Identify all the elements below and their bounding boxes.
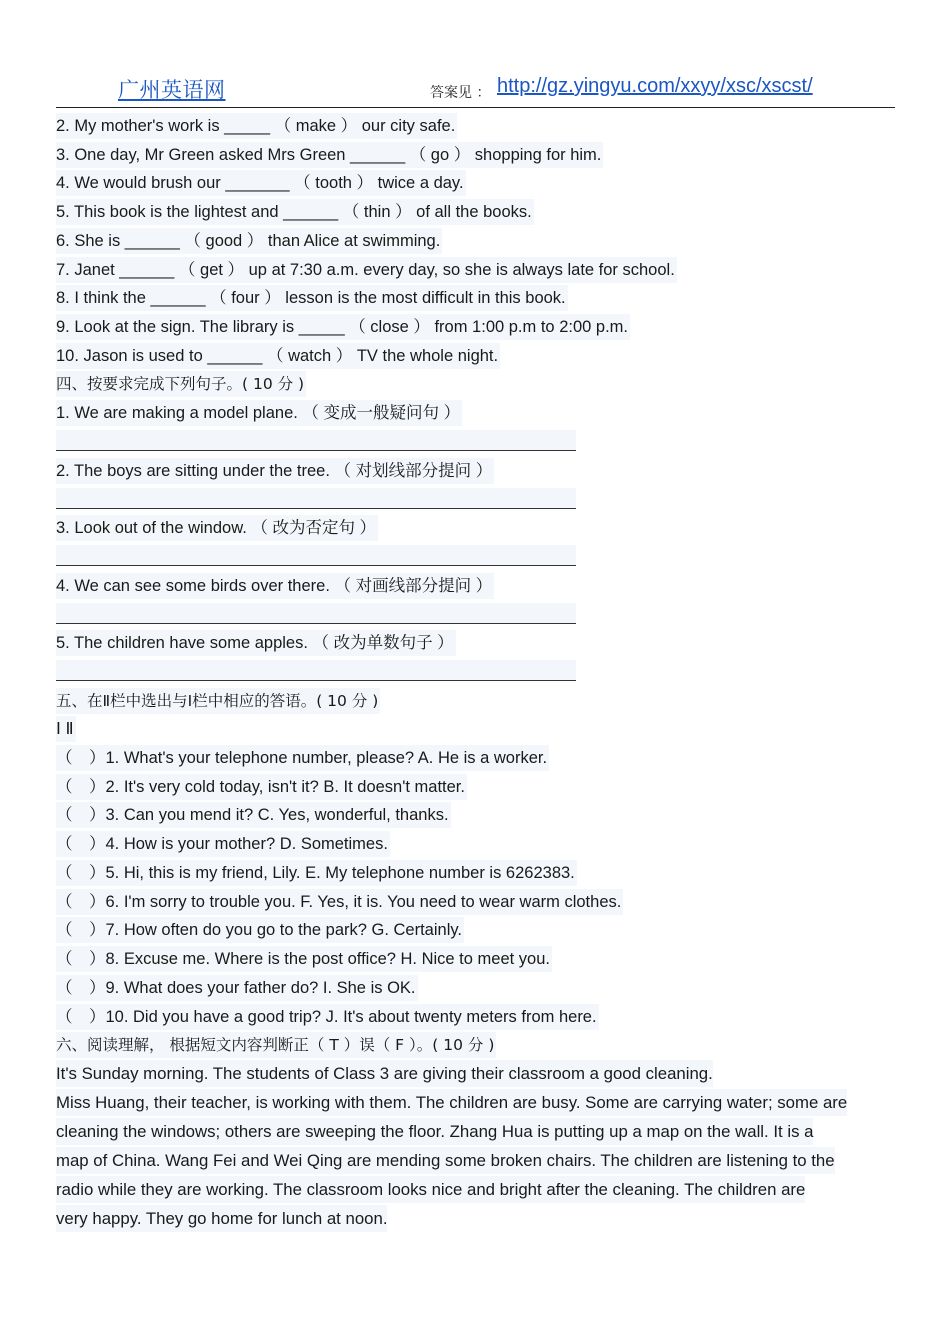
match-item: （ ）1. What's your telephone number, please? A. He is a worker. <box>56 745 549 771</box>
passage-line: cleaning the windows; others are sweeping the floor. Zhang Hua is putting up a map on the wall. It is a <box>56 1118 813 1145</box>
fill-item: 7. Janet ______ （ get ） up at 7:30 a.m. every day, so she is always late for school. <box>56 257 677 283</box>
fill-item: 6. She is ______ （ good ） than Alice at swimming. <box>56 228 442 254</box>
fill-item: 3. One day, Mr Green asked Mrs Green ______ （ go ） shopping for him. <box>56 142 603 168</box>
answer-label: 答案见 ： <box>430 85 491 101</box>
match-item: （ ）3. Can you mend it? C. Yes, wonderful, thanks. <box>56 802 451 828</box>
fill-item: 10. Jason is used to ______ （ watch ） TV the whole night. <box>56 343 500 369</box>
match-item: （ ）5. Hi, this is my friend, Lily. E. My telephone number is 6262383. <box>56 860 577 886</box>
rewrite-item: 3. Look out of the window. （ 改为否定句 ） <box>56 515 378 541</box>
match-item: （ ）7. How often do you go to the park? G. Certainly. <box>56 917 464 943</box>
match-item: （ ）9. What does your father do? I. She is OK. <box>56 975 418 1001</box>
answer-blank <box>56 430 576 451</box>
match-item: （ ）10. Did you have a good trip? J. It's about twenty meters from here. <box>56 1004 599 1030</box>
rewrite-item: 2. The boys are sitting under the tree. （ 对划线部分提问 ） <box>56 458 494 484</box>
fill-item: 9. Look at the sign. The library is _____ （ close ） from 1:00 p.m to 2:00 p.m. <box>56 314 630 340</box>
fill-item: 4. We would brush our _______ （ tooth ） twice a day. <box>56 170 466 196</box>
passage-line: It's Sunday morning. The students of Class 3 are giving their classroom a good cleaning. <box>56 1060 713 1087</box>
section-title: 五、在Ⅱ栏中选出与Ⅰ栏中相应的答语。( 10 分 ) <box>56 688 380 714</box>
answer-blank <box>56 545 576 566</box>
section-title: 六、阅读理解， 根据短文内容判断正（ T ）误（ F ）。( 10 分 ) <box>56 1032 496 1058</box>
site-name-link[interactable]: 广州英语网 <box>118 78 226 102</box>
rewrite-item: 4. We can see some birds over there. （ 对画线部分提问 ） <box>56 573 494 599</box>
match-item: （ ）4. How is your mother? D. Sometimes. <box>56 831 390 857</box>
match-item: （ ）6. I'm sorry to trouble you. F. Yes, it is. You need to wear warm clothes. <box>56 889 623 915</box>
passage-line: map of China. Wang Fei and Wei Qing are mending some broken chairs. The children are listening to the <box>56 1147 835 1174</box>
fill-item: 2. My mother's work is _____ （ make ） our city safe. <box>56 113 457 139</box>
fill-item: 5. This book is the lightest and ______ （ thin ） of all the books. <box>56 199 534 225</box>
passage-line: radio while they are working. The classroom looks nice and bright after the cleaning. The children are <box>56 1176 805 1203</box>
fill-item: 8. I think the ______ （ four ） lesson is the most difficult in this book. <box>56 285 568 311</box>
rewrite-item: 5. The children have some apples. （ 改为单数句子 ） <box>56 630 456 656</box>
passage-line: very happy. They go home for lunch at noon. <box>56 1205 387 1232</box>
match-item: （ ）8. Excuse me. Where is the post office? H. Nice to meet you. <box>56 946 552 972</box>
rewrite-item: 1. We are making a model plane. （ 变成一般疑问句 ） <box>56 400 462 426</box>
answer-blank <box>56 603 576 624</box>
answer-blank <box>56 488 576 509</box>
match-item: （ ）2. It's very cold today, isn't it? B. It doesn't matter. <box>56 774 467 800</box>
column-headers: Ⅰ Ⅱ <box>56 716 76 742</box>
header-divider <box>56 107 895 108</box>
passage-line: Miss Huang, their teacher, is working with them. The children are busy. Some are carrying water; some are <box>56 1089 847 1116</box>
answer-blank <box>56 660 576 681</box>
answer-url-link[interactable]: http://gz.yingyu.com/xxyy/xsc/xscst/ <box>497 75 813 97</box>
section-title: 四、按要求完成下列句子。( 10 分 ) <box>56 371 306 397</box>
